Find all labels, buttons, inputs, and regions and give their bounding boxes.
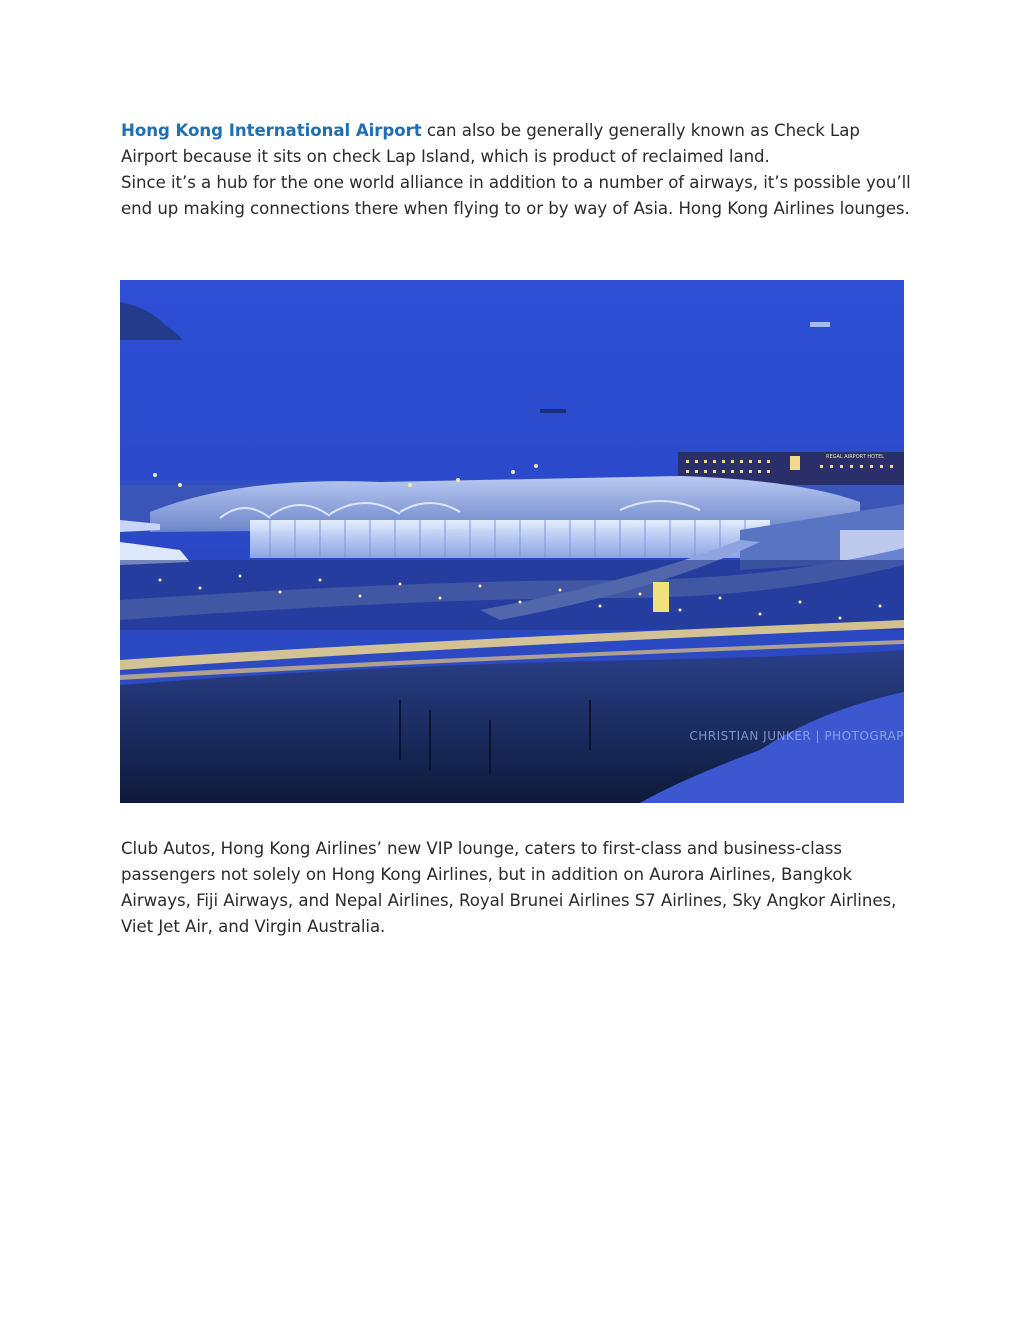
intro-paragraph-1-text: can also be generally generally known as Check Lap Airport because it sits on check Lap Island, which is product of reclaimed land.: [121, 121, 860, 166]
intro-paragraph-2: Since it’s a hub for the one world alliance in addition to a number of airways, it’s possible you’ll end up making connections there when flying to or by way of Asia. Hong Kong Airlines lounges.: [121, 173, 911, 218]
outro-paragraph: Club Autos, Hong Kong Airlines’ new VIP lounge, caters to first-class and business-class passengers not solely on Hong Kong Airlines, but in addition on Aurora Airlines, Bangkok Airways, Fiji Airways, and Nepal Airlines, Royal Brunei Airlines S7 Airlines, Sky Angkor Airlines, Viet Jet Air, and Virgin Australia.: [121, 839, 897, 936]
intro-section: [121, 118, 911, 222]
airport-photo: [120, 280, 904, 803]
airport-photo-illustration: [120, 280, 904, 803]
hotel-sign: REGAL AIRPORT HOTEL: [826, 454, 885, 460]
airport-link[interactable]: Hong Kong International Airport: [121, 121, 422, 140]
intro-paragraph-1: [121, 118, 911, 170]
outro-section: [121, 836, 911, 940]
photo-credit: CHRISTIAN JUNKER | PHOTOGRAP: [689, 729, 904, 743]
